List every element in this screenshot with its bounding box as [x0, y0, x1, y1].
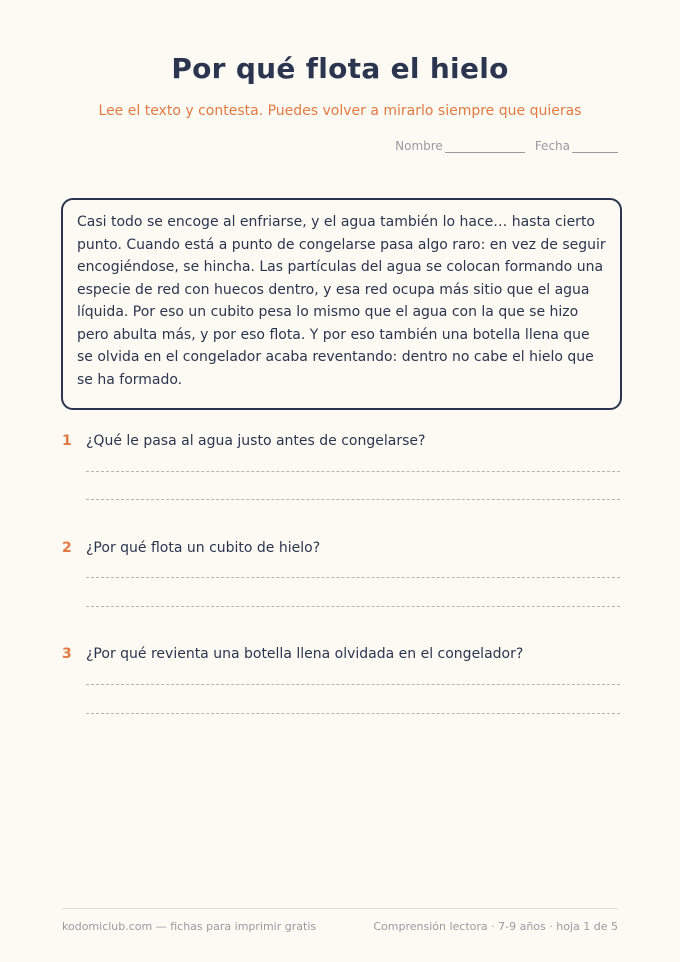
answer-line[interactable]: [86, 577, 620, 578]
footer-divider: [62, 908, 618, 909]
question-text: ¿Qué le pasa al agua justo antes de congelarse?: [86, 433, 426, 449]
footer-site: kodomiclub.com — fichas para imprimir gratis: [62, 920, 317, 933]
answer-line[interactable]: [86, 684, 620, 685]
question-1: [62, 433, 620, 449]
question-number: 2: [62, 540, 72, 556]
date-label: Fecha: [534, 139, 570, 153]
question-text: ¿Por qué revienta una botella llena olvidada en el congelador?: [86, 646, 524, 662]
answer-line[interactable]: [86, 499, 620, 500]
page-title: Por qué flota el hielo: [171, 52, 509, 85]
answer-line[interactable]: [86, 713, 620, 714]
question-3: [62, 646, 620, 662]
reading-passage: Casi todo se encoge al enfriarse, y el agua también lo hace… hasta cierto punto. Cuando está a punto de congelarse pasa algo raro: en vez de seguir encogiéndose, se hincha. Las partículas del agua se colocan formando una especie de red con huecos dentro, y esa red ocupa más sitio que el agua líquida. Por eso un cubito pesa lo mismo que el agua con la que se hizo pero abulta más, y por eso flota. Y por eso también una botella llena que se olvida en el congelador acaba reventando: dentro no cabe el hielo que se ha formado.: [61, 198, 622, 410]
question-text: ¿Por qué flota un cubito de hielo?: [86, 540, 321, 556]
name-label: Nombre: [395, 139, 443, 153]
page-subtitle: Lee el texto y contesta. Puedes volver a mirarlo siempre que quieras: [98, 103, 582, 119]
answer-line[interactable]: [86, 606, 620, 607]
question-2: [62, 540, 620, 556]
name-input-line[interactable]: [445, 140, 525, 153]
date-input-line[interactable]: [572, 140, 618, 153]
footer-sheet-info: Comprensión lectora · 7-9 años · hoja 1 de 5: [373, 920, 618, 933]
answer-line[interactable]: [86, 471, 620, 472]
question-number: 3: [62, 646, 72, 662]
name-date-fields: [395, 139, 618, 153]
question-number: 1: [62, 433, 72, 449]
